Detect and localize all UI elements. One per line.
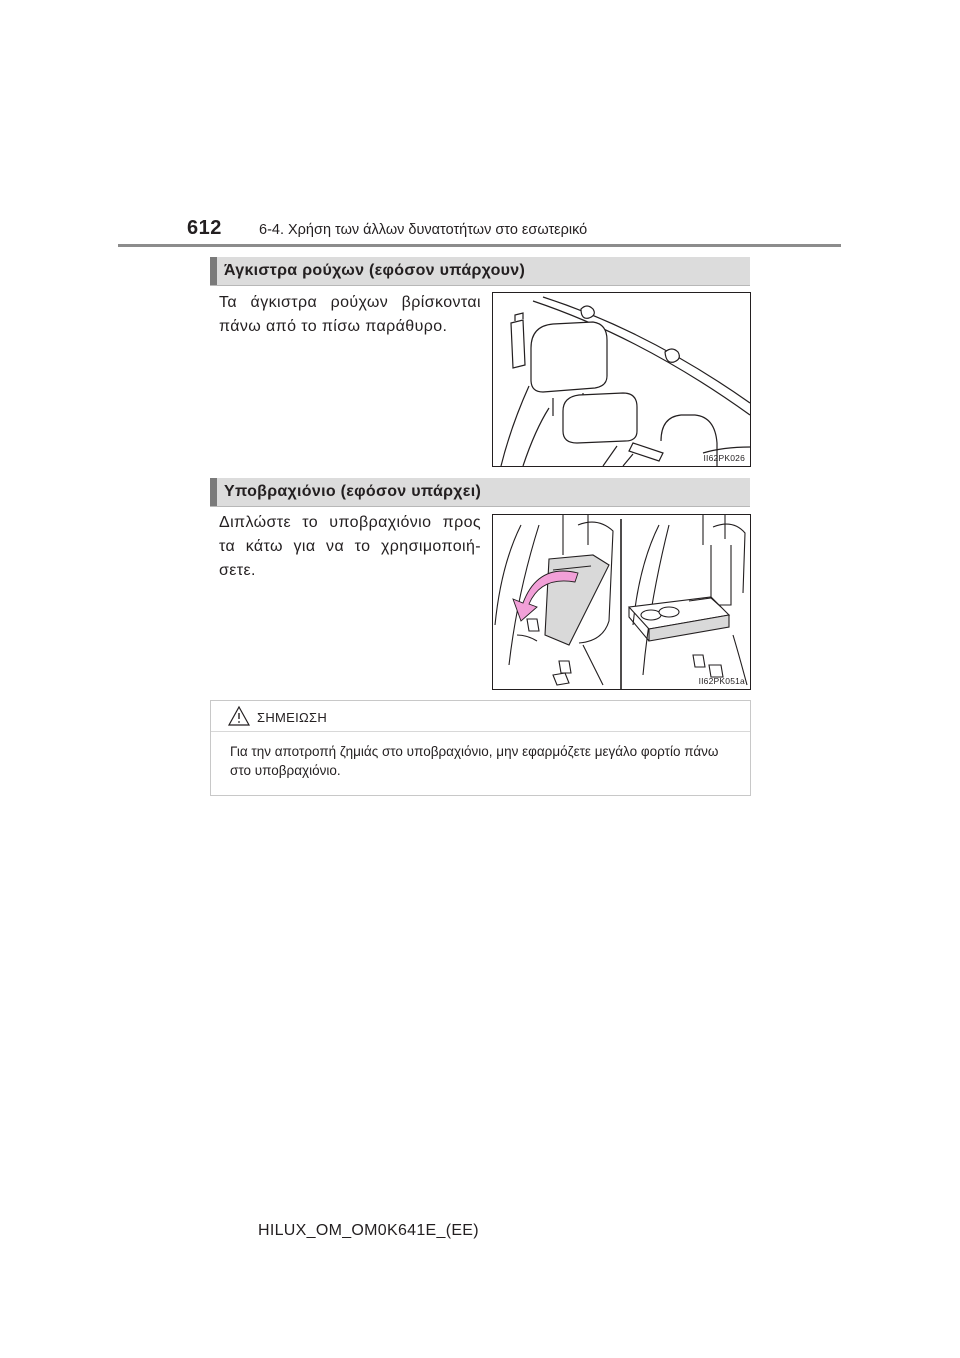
clothes-hooks-illustration: [492, 292, 751, 467]
armrest-drawing: [493, 515, 750, 689]
notice-box: [210, 700, 751, 796]
armrest-illustration: [492, 514, 751, 690]
notice-text: Για την αποτροπή ζημιάς στο υποβραχιόνιο, μην εφαρμόζετε μεγάλο φορτίο πάνω στο υποβραχιόνιο.: [230, 744, 719, 778]
footer-doc-id: HILUX_OM_OM0K641E_(EE): [258, 1222, 479, 1239]
clothes-hooks-drawing: [493, 293, 750, 466]
notice-label: ΣΗΜΕΙΩΣΗ: [257, 710, 328, 725]
armrest-text: Διπλώστε το υποβραχιόνιο προς τα κάτω για να το χρησιμοποιή-σετε.: [219, 514, 481, 579]
section-accent: [210, 257, 217, 285]
page-number: 612: [187, 217, 222, 239]
notice-header: [211, 701, 750, 732]
figure-code: II62PK051a: [698, 676, 745, 686]
chapter-title: 6-4. Χρήση των άλλων δυνατοτήτων στο εσωτερικό: [259, 222, 588, 238]
section-heading-clothes-hooks: [210, 257, 750, 286]
header-rule: [118, 244, 841, 247]
figure-code: II62PK026: [703, 453, 745, 463]
clothes-hooks-text: Τα άγκιστρα ρούχων βρίσκονται πάνω από το πίσω παράθυρο.: [219, 294, 481, 335]
section-title: Άγκιστρα ρούχων (εφόσον υπάρχουν): [224, 262, 526, 279]
section-heading-armrest: [210, 478, 750, 507]
section-accent: [210, 478, 217, 506]
warning-icon: [227, 705, 251, 732]
section-title: Υποβραχιόνιο (εφόσον υπάρχει): [224, 483, 482, 500]
